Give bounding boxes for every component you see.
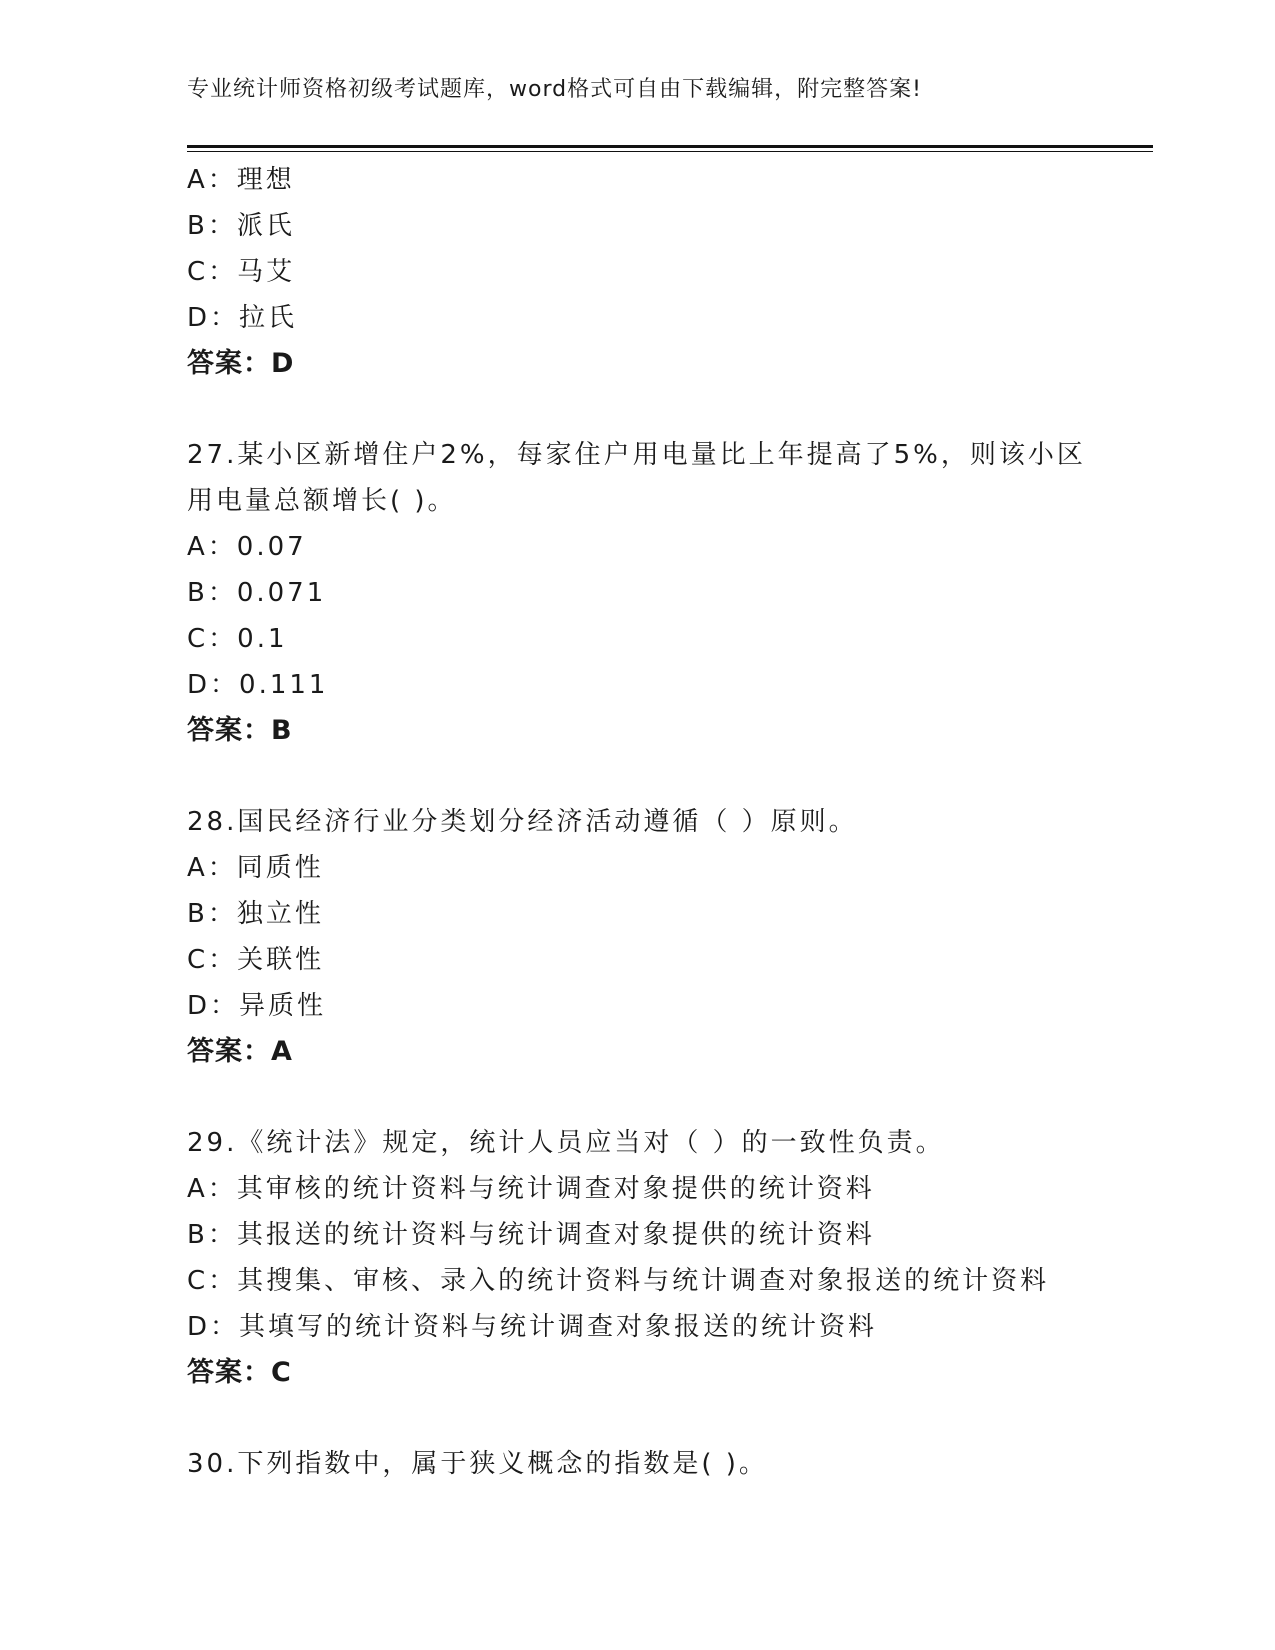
question-stem-continued: 用电量总额增长( )。 [187, 486, 457, 516]
option-b: B：派氏 [187, 211, 295, 241]
question-stem: 27.某小区新增住户2%，每家住户用电量比上年提高了5%，则该小区 [187, 440, 1086, 470]
spacer [187, 387, 1147, 432]
option-c: C：马艾 [187, 257, 296, 287]
option-b: B：独立性 [187, 899, 324, 929]
header-rule-thin [187, 151, 1153, 152]
spacer [187, 1396, 1147, 1441]
option-c: C：其搜集、审核、录入的统计资料与统计调查对象报送的统计资料 [187, 1266, 1050, 1296]
spacer [187, 754, 1147, 799]
option-a: A：0.07 [187, 532, 307, 562]
option-c: C：0.1 [187, 624, 288, 654]
option-b: B：0.071 [187, 578, 327, 608]
question-27 [187, 432, 1147, 754]
answer: 答案：B [187, 715, 293, 746]
question-30 [187, 1441, 1147, 1487]
question-stem: 29.《统计法》规定，统计人员应当对（ ）的一致性负责。 [187, 1128, 945, 1158]
page-header: 专业统计师资格初级考试题库，word格式可自由下载编辑，附完整答案! [187, 77, 922, 102]
header-rule-thick [187, 145, 1153, 148]
question-content [187, 157, 1147, 1487]
question-stem: 28.国民经济行业分类划分经济活动遵循（ ）原则。 [187, 807, 858, 837]
answer: 答案：A [187, 1036, 293, 1067]
option-d: D：拉氏 [187, 303, 298, 333]
question-stem: 30.下列指数中，属于狭义概念的指数是( )。 [187, 1449, 768, 1479]
answer: 答案：C [187, 1357, 292, 1388]
answer: 答案：D [187, 348, 295, 379]
option-c: C：关联性 [187, 945, 325, 975]
option-d: D：其填写的统计资料与统计调查对象报送的统计资料 [187, 1312, 878, 1342]
option-d: D：0.111 [187, 670, 329, 700]
question-29 [187, 1120, 1147, 1396]
option-a: A：其审核的统计资料与统计调查对象提供的统计资料 [187, 1174, 875, 1204]
option-a: A：理想 [187, 165, 295, 195]
spacer [187, 1075, 1147, 1120]
option-a: A：同质性 [187, 853, 324, 883]
option-b: B：其报送的统计资料与统计调查对象提供的统计资料 [187, 1220, 875, 1250]
option-d: D：异质性 [187, 991, 327, 1021]
question-28 [187, 799, 1147, 1075]
question-26 [187, 157, 1147, 387]
